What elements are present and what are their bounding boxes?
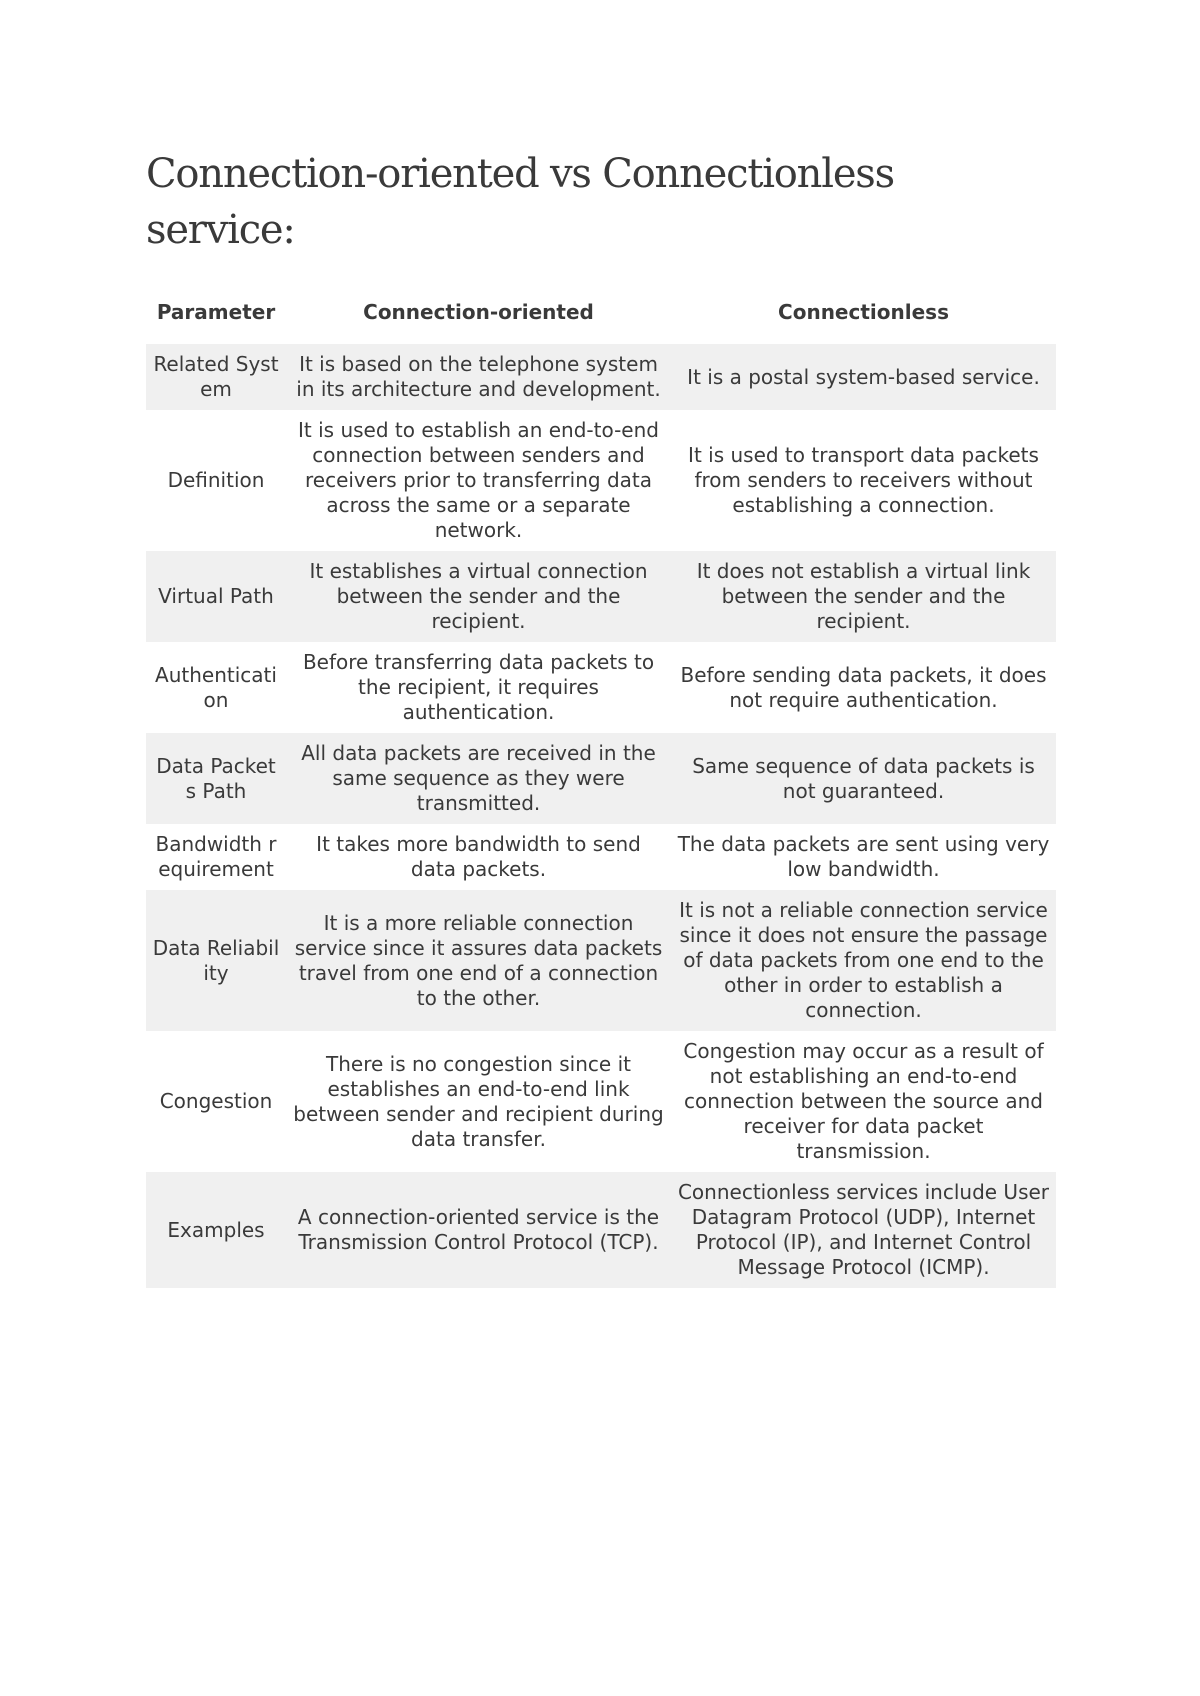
connection-oriented-cell: It is based on the telephone system in its architecture and development. [286, 344, 671, 410]
document-page [146, 146, 1056, 1288]
table-row [146, 344, 1056, 410]
parameter-cell: Examples [146, 1172, 286, 1288]
connectionless-cell: Same sequence of data packets is not guaranteed. [671, 733, 1056, 824]
connectionless-cell: Connectionless services include User Datagram Protocol (UDP), Internet Protocol (IP), and Internet Control Message Protocol (ICMP). [671, 1172, 1056, 1288]
table-row [146, 410, 1056, 551]
connection-oriented-cell: It is a more reliable connection service since it assures data packets travel from one end of a connection to the other. [286, 890, 671, 1031]
connectionless-cell: Before sending data packets, it does not require authentication. [680, 662, 1047, 712]
page-title: Connection-oriented vs Connectionless service: [146, 151, 894, 253]
comparison-table [146, 280, 1056, 1288]
connectionless-cell: It does not establish a virtual link between the sender and the recipient. [671, 551, 1056, 642]
table-header-row [146, 280, 1056, 344]
header-connection-oriented: Connection-oriented [363, 299, 594, 324]
parameter-cell: Congestion [159, 1089, 273, 1113]
table-row [146, 551, 1056, 642]
table-row [146, 733, 1056, 824]
connection-oriented-cell: It takes more bandwidth to send data packets. [316, 832, 641, 881]
connection-oriented-cell: It establishes a virtual connection between the sender and the recipient. [286, 551, 671, 642]
table-row [146, 824, 1056, 890]
parameter-cell: Related System [146, 344, 286, 410]
parameter-cell: Definition [167, 468, 265, 492]
connection-oriented-cell: All data packets are received in the same sequence as they were transmitted. [286, 733, 671, 824]
parameter-cell: Bandwidth requirement [155, 832, 277, 881]
header-connectionless: Connectionless [778, 299, 949, 324]
connection-oriented-cell: It is used to establish an end-to-end connection between senders and receivers prior to transferring data across the same or a separate network. [298, 418, 659, 542]
parameter-cell: Authentication [155, 662, 277, 712]
parameter-cell: Data Packets Path [146, 733, 286, 824]
connection-oriented-cell: Before transferring data packets to the recipient, it requires authentication. [302, 650, 655, 724]
table-row [146, 1172, 1056, 1288]
connectionless-cell: It is used to transport data packets from senders to receivers without establishing a connection. [688, 443, 1039, 517]
header-parameter: Parameter [156, 299, 276, 324]
table-row [146, 642, 1056, 733]
connectionless-cell: Congestion may occur as a result of not establishing an end-to-end connection between the source and receiver for data packet transmission. [683, 1039, 1044, 1163]
table-row [146, 890, 1056, 1031]
connection-oriented-cell: There is no congestion since it establishes an end-to-end link between sender and recipient during data transfer. [293, 1051, 664, 1151]
parameter-cell: Data Reliability [146, 890, 286, 1031]
table-row [146, 1031, 1056, 1172]
connection-oriented-cell: A connection-oriented service is the Transmission Control Protocol (TCP). [286, 1172, 671, 1288]
connectionless-cell: It is a postal system-based service. [671, 344, 1056, 410]
connectionless-cell: It is not a reliable connection service since it does not ensure the passage of data packets from one end to the other in order to establish a connection. [671, 890, 1056, 1031]
parameter-cell: Virtual Path [146, 551, 286, 642]
connectionless-cell: The data packets are sent using very low bandwidth. [677, 832, 1050, 881]
